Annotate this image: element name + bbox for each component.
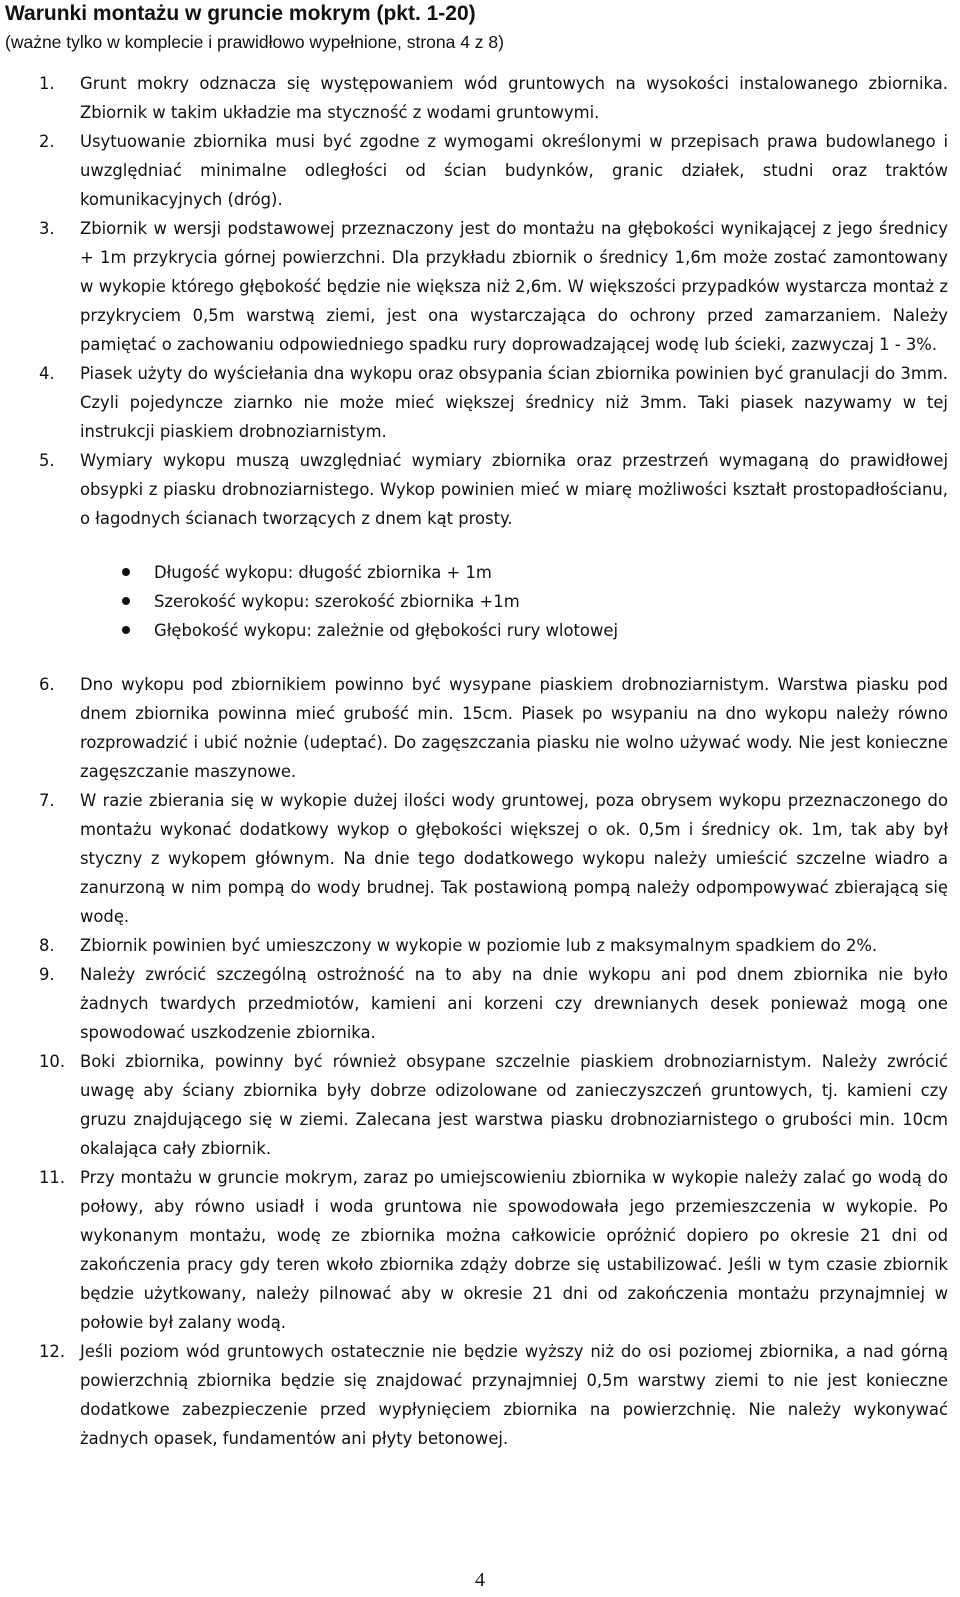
list-item-number: 12. — [39, 1342, 66, 1361]
list-item-text: Zbiornik powinien być umieszczony w wykopie w poziomie lub z maksymalnym spadkiem do 2%. — [80, 936, 878, 955]
list-item-number: 7. — [39, 791, 55, 810]
list-item-text: Należy zwrócić szczególną ostrożność na to aby na dnie wykopu ani pod dnem zbiornika nie było żadnych twardych przedmiotów, kamieni ani korzeni czy drewnianych desek ponieważ mogą one spowodować uszkodzenie zbiornika. — [80, 965, 948, 1042]
bullet-item-width — [5, 587, 948, 616]
list-item-4 — [5, 359, 948, 446]
list-item-text: Usytuowanie zbiornika musi być zgodne z wymogami określonymi w przepisach prawa budowlanego i uwzględniać minimalne odległości od ścian budynków, granic działek, studni oraz traktów komunikacyjnych (dróg). — [80, 132, 948, 209]
list-item-number: 5. — [39, 451, 55, 470]
page-subtitle: (ważne tylko w komplecie i prawidłowo wypełnione, strona 4 z 8) — [5, 32, 504, 52]
list-item-text: W razie zbierania się w wykopie dużej ilości wody gruntowej, poza obrysem wykopu przeznaczonego do montażu wykonać dodatkowy wykop o głębokości większej o ok. 0,5m i średnicy ok. 1m, tak aby był styczny z wykopem głównym. Na dnie tego dodatkowego wykopu należy umieścić szczelne wiadro a zanurzoną w nim pompą do wody brudnej. Tak postawioną pompą należy odpompowywać zbierającą się wodę. — [80, 791, 948, 926]
bullet-item-length — [5, 558, 948, 587]
excavation-dimensions-list — [5, 558, 948, 645]
page-number: 4 — [475, 1569, 485, 1591]
bullet-icon — [122, 597, 130, 605]
bullet-text: Długość wykopu: długość zbiornika + 1m — [154, 563, 492, 582]
list-item-text: Przy montażu w gruncie mokrym, zaraz po umiejscowieniu zbiornika w wykopie należy zalać go wodą do połowy, aby równo usiadł i woda gruntowa nie spowodowała jego przemieszczenia w wykopie. Po wykonanym montażu, wodę ze zbiornika można całkowicie opróżnić dopiero po okresie 21 dni od zakończenia pracy gdy teren wkoło zbiornika zdąży dobrze się ustabilizować. Jeśli w tym czasie zbiornik będzie użytkowany, należy pilnować aby w okresie 21 dni od zakończenia montażu przynajmniej w połowie był zalany wodą. — [80, 1168, 948, 1332]
numbered-list-part-2 — [5, 670, 948, 1453]
bullet-icon — [122, 626, 130, 634]
list-item-text: Dno wykopu pod zbiornikiem powinno być wysypane piaskiem drobnoziarnistym. Warstwa piasku pod dnem zbiornika powinna mieć grubość min. 15cm. Piasek po wsypaniu na dno wykopu należy równo rozprowadzić i ubić nożnie (udeptać). Do zagęszczania piasku nie wolno używać wody. Nie jest konieczne zagęszczanie maszynowe. — [80, 675, 948, 781]
bullet-icon — [122, 568, 130, 576]
list-item-3 — [5, 214, 948, 359]
page-title: Warunki montażu w gruncie mokrym (pkt. 1-20) — [5, 2, 476, 25]
list-item-text: Jeśli poziom wód gruntowych ostatecznie nie będzie wyższy niż do osi poziomej zbiornika, a nad górną powierzchnią zbiornika będzie się znajdować przynajmniej 0,5m warstwy ziemi to nie jest konieczne dodatkowe zabezpieczenie przed wypłynięciem zbiornika na powierzchnię. Nie należy wykonywać żadnych opasek, fundamentów ani płyty betonowej. — [80, 1342, 948, 1448]
list-item-5 — [5, 446, 948, 533]
bullet-text: Głębokość wykopu: zależnie od głębokości rury wlotowej — [154, 621, 618, 640]
list-item-text: Boki zbiornika, powinny być również obsypane szczelnie piaskiem drobnoziarnistym. Należy zwrócić uwagę aby ściany zbiornika były dobrze odizolowane od zanieczyszczeń gruntowych, tj. kamieni czy gruzu znajdującego się w ziemi. Zalecana jest warstwa piasku drobnoziarnistego o grubości min. 10cm okalająca cały zbiornik. — [80, 1052, 948, 1158]
list-item-7 — [5, 786, 948, 931]
list-item-number: 10. — [39, 1052, 66, 1071]
bullet-item-depth — [5, 616, 948, 645]
list-item-number: 1. — [39, 74, 55, 93]
list-item-number: 9. — [39, 965, 55, 984]
list-item-6 — [5, 670, 948, 786]
list-item-text: Piasek użyty do wyściełania dna wykopu oraz obsypania ścian zbiornika powinien być granulacji do 3mm. Czyli pojedyncze ziarnko nie może mieć większej średnicy niż 3mm. Taki piasek nazywamy w tej instrukcji piaskiem drobnoziarnistym. — [80, 364, 948, 441]
list-item-11 — [5, 1163, 948, 1337]
list-item-number: 3. — [39, 219, 55, 238]
list-item-text: Zbiornik w wersji podstawowej przeznaczony jest do montażu na głębokości wynikającej z jego średnicy + 1m przykrycia górnej powierzchni. Dla przykładu zbiornik o średnicy 1,6m może zostać zamontowany w wykopie którego głębokość będzie nie większa niż 2,6m. W większości przypadków wystarcza montaż z przykryciem 0,5m warstwą ziemi, jest ona wystarczająca do ochrony przed zamarzaniem. Należy pamiętać o zachowaniu odpowiedniego spadku rury doprowadzającej wodę lub ścieki, zazwyczaj 1 - 3%. — [80, 219, 948, 354]
list-item-text: Grunt mokry odznacza się występowaniem wód gruntowych na wysokości instalowanego zbiornika. Zbiornik w takim układzie ma styczność z wodami gruntowymi. — [80, 74, 948, 122]
list-item-2 — [5, 127, 948, 214]
list-item-10 — [5, 1047, 948, 1163]
list-item-number: 4. — [39, 364, 55, 383]
list-item-number: 2. — [39, 132, 55, 151]
list-item-number: 11. — [39, 1168, 66, 1187]
bullet-text: Szerokość wykopu: szerokość zbiornika +1m — [154, 592, 520, 611]
list-item-8 — [5, 931, 948, 960]
list-item-number: 6. — [39, 675, 55, 694]
list-item-12 — [5, 1337, 948, 1453]
numbered-list-part-1 — [5, 69, 948, 533]
list-item-9 — [5, 960, 948, 1047]
list-item-1 — [5, 69, 948, 127]
list-item-number: 8. — [39, 936, 55, 955]
list-item-text: Wymiary wykopu muszą uwzględniać wymiary zbiornika oraz przestrzeń wymaganą do prawidłowej obsypki z piasku drobnoziarnistego. Wykop powinien mieć w miarę możliwości kształt prostopadłościanu, o łagodnych ścianach tworzących z dnem kąt prosty. — [80, 451, 948, 528]
